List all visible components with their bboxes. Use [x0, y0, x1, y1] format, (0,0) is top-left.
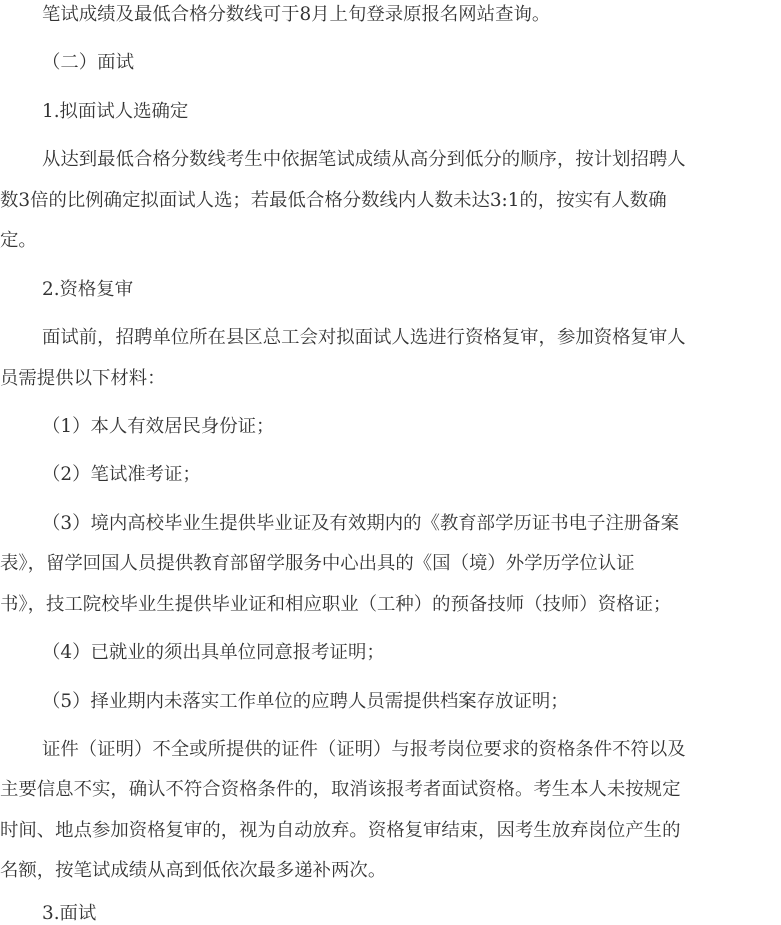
list-item-continuation: 表》，留学回国人员提供教育部留学服务中心出具的《国（境）外学历学位认证	[0, 553, 635, 574]
list-item: （3）境内高校毕业生提供毕业证及有效期内的《教育部学历证书电子注册备案	[42, 513, 679, 534]
list-item: （5）择业期内未落实工作单位的应聘人员需提供档案存放证明；	[42, 691, 569, 712]
paragraph-line: 从达到最低合格分数线考生中依据笔试成绩从高分到低分的顺序，按计划招聘人	[42, 149, 686, 170]
paragraph-line: 主要信息不实，确认不符合资格条件的，取消该报考者面试资格。考生本人未按规定	[0, 779, 681, 800]
paragraph-line: 笔试成绩及最低合格分数线可于8月上旬登录原报名网站查询。	[42, 4, 551, 25]
paragraph-line: 时间、地点参加资格复审的，视为自动放弃。资格复审结束，因考生放弃岗位产生的	[0, 820, 681, 841]
subsection-heading: 1.拟面试人选确定	[42, 101, 189, 122]
paragraph-line: 定。	[0, 230, 37, 251]
list-item: （2）笔试准考证；	[42, 464, 201, 485]
list-item: （4）已就业的须出具单位同意报考证明；	[42, 642, 385, 663]
paragraph-line: 证件（证明）不全或所提供的证件（证明）与报考岗位要求的资格条件不符以及	[42, 739, 686, 760]
section-heading: （二）面试	[42, 52, 134, 73]
subsection-heading: 2.资格复审	[42, 279, 134, 300]
paragraph-line: 名额，按笔试成绩从高到低依次最多递补两次。	[0, 860, 387, 881]
subsection-heading: 3.面试	[42, 903, 97, 924]
paragraph-line: 数3倍的比例确定拟面试人选；若最低合格分数线内人数未达3:1的，按实有人数确	[0, 190, 667, 211]
list-item-continuation: 书》，技工院校毕业生提供毕业证和相应职业（工种）的预备技师（技师）资格证；	[0, 594, 672, 615]
list-item: （1）本人有效居民身份证；	[42, 416, 275, 437]
paragraph-line: 员需提供以下材料：	[0, 368, 166, 389]
paragraph-line: 面试前，招聘单位所在县区总工会对拟面试人选进行资格复审，参加资格复审人	[42, 327, 686, 348]
